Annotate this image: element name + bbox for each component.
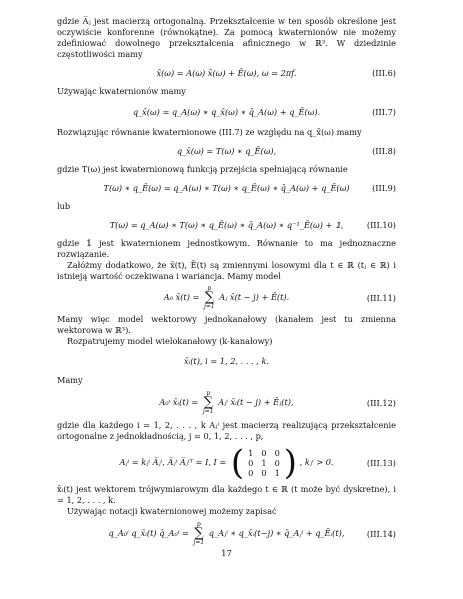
- paragraph-intro: gdzie A̅ⱼ jest macierzą ortogonalną. Przekształcenie w ten sposób określone jest oczywiście konforenne (równokątne). Za pomocą kwaternionów nie możemy zdefiniować dowolnego przekształcenia afinicznego w ℝ³. W dziedzinie częstotliwości mamy: [57, 16, 396, 59]
- equation-body: x̄ᵢ(t), i = 1, 2, . . . , k.: [183, 355, 270, 366]
- page-body: [57, 16, 396, 559]
- paragraph-orthogonal: gdzie dla każdego i = 1, 2, . . . , k Aⱼⁱ jest macierzą realizującą przekształcenie ortogonalne z jednokładnością, j = 0, 1, 2, . . . , p,: [57, 420, 396, 441]
- equation-rhs: q_Aⱼⁱ ∗ q_x̄ᵢ(t−j) ∗ q̄_Aⱼⁱ + q_Ēᵢ(t),: [208, 528, 345, 538]
- equation-number: (III.6): [372, 67, 396, 78]
- paragraph-we-have: Mamy: [57, 375, 83, 385]
- equation-number: (III.9): [372, 182, 396, 193]
- sum-operator: p ∑ j=1: [193, 521, 205, 546]
- paragraph-multichannel: Rozpatrujemy model wielokanałowy (k-kanałowy): [67, 336, 273, 346]
- identity-matrix: ( 1 0 0 0 1 0 0 0 1 ): [230, 443, 298, 483]
- equation-number: (III.14): [366, 528, 396, 539]
- sum-operator: p ∑ j=1: [202, 390, 214, 415]
- paragraph-assumption: Załóżmy dodatkowo, że x̄(t), Ē(t) są zmiennymi losowymi dla t ∈ ℝ (tⱼ ∈ ℝ) i istnieją wartość oczekiwana i wariancja. Mamy model: [57, 260, 396, 281]
- equation-models: [57, 347, 396, 375]
- equation-number: (III.10): [366, 219, 396, 230]
- equation-body: T(ω) = q_A(ω) ∗ T(ω) ∗ q_Ē(ω) ∗ q̄_A(ω) ∗ q⁻¹_Ē(ω) + 𝟙,: [109, 219, 344, 230]
- equation-III-9: [57, 175, 396, 201]
- equation-lhs: A₀ⁱ x̄ᵢ(t) =: [159, 397, 199, 407]
- equation-III-11: [57, 282, 396, 314]
- equation-body: q_x̄(ω) = T(ω) ∗ q_Ē(ω),: [176, 145, 277, 156]
- equation-III-14: [57, 517, 396, 551]
- equation-number: (III.8): [372, 145, 396, 156]
- equation-body: q_x̄(ω) = q_A(ω) ∗ q_x̄(ω) ∗ q̄_A(ω) + q_Ē(ω).: [132, 106, 321, 117]
- equation-III-6: [57, 60, 396, 86]
- sum-operator: p ∑ j=1: [203, 285, 215, 310]
- equation-number: (III.7): [372, 106, 396, 117]
- paragraph-vector-model: Mamy więc model wektorowy jednokanałowy (kanałem jest tu zmienna wektorowa w ℝ³).: [57, 314, 396, 335]
- equation-lhs: A₀ x̄(t) =: [163, 292, 200, 302]
- equation-III-12: [57, 386, 396, 420]
- sigma-icon: ∑: [194, 526, 204, 541]
- page-number: 17: [221, 549, 232, 559]
- equation-number: (III.13): [366, 457, 396, 468]
- equation-rhs: Aⱼⁱ x̄ᵢ(t − j) + Ēⱼ(t),: [218, 397, 294, 407]
- equation-III-10: [57, 212, 396, 238]
- equation-III-7: [57, 97, 396, 127]
- equation-body: T(ω) ∗ q_Ē(ω) = q_A(ω) ∗ T(ω) ∗ q_Ē(ω) ∗ q̄_A(ω) + q_Ē(ω): [103, 182, 350, 193]
- paragraph-or: lub: [57, 201, 71, 211]
- equation-rhs: Aⱼ x̄(t − j) + Ē(t).: [219, 292, 290, 302]
- paragraph-3d-vector: x̄ᵢ(t) jest wektorem trójwymiarowym dla każdego t ∈ ℝ (t może być dyskretne), i = 1, 2, . . . , k.: [57, 484, 396, 505]
- sigma-icon: ∑: [204, 290, 214, 305]
- equation-lhs: Aⱼⁱ = kⱼⁱ A̅ⱼⁱ, A̅ⱼⁱ A̅ⱼⁱᵀ = I, I =: [119, 457, 227, 467]
- equation-lhs: q_A₀ⁱ q_x̄ᵢ(t) q̄_A₀ⁱ =: [108, 528, 189, 538]
- sigma-icon: ∑: [203, 395, 213, 410]
- equation-number: (III.12): [366, 397, 396, 408]
- paragraph-unit-quaternion: gdzie 𝟙 jest kwaternionem jednostkowym. Równanie to ma jednoznaczne rozwiązanie.: [57, 238, 396, 259]
- paragraph-solving: Rozwiązując równanie kwaternionowe (III.7) ze względu na q_x̄(ω) mamy: [57, 127, 362, 137]
- equation-rhs: , kⱼⁱ > 0.: [299, 457, 334, 467]
- equation-body: x̄(ω) = A(ω) x̄(ω) + Ē(ω), ω = 2πf.: [156, 67, 297, 78]
- equation-III-8: [57, 138, 396, 164]
- equation-number: (III.11): [366, 292, 396, 303]
- paragraph-transfer-function: gdzie T(ω) jest kwaternionową funkcją przejścia spełniającą równanie: [57, 164, 348, 174]
- equation-III-13: [57, 442, 396, 484]
- paragraph-quaternion-notation: Używając notacji kwaternionowej możemy zapisać: [67, 506, 277, 516]
- paragraph-quaternions: Używając kwaternionów mamy: [57, 86, 186, 96]
